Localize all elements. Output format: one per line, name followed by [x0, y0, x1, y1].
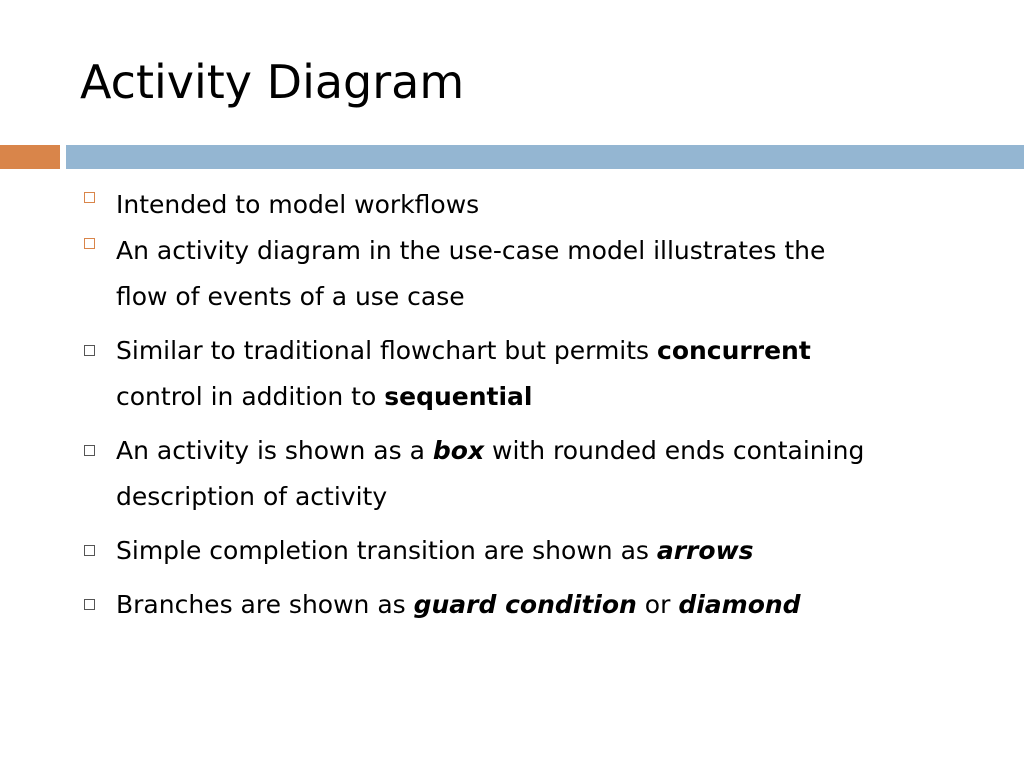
bullet-text-line2: description of activity	[116, 482, 388, 511]
bullet-text: Similar to traditional flowchart but permits	[116, 336, 658, 365]
bullet-text-line1	[116, 428, 1000, 474]
emphasis-guard-condition: guard condition	[413, 590, 637, 619]
bullet-text-line2	[116, 374, 1000, 420]
bullet-item	[80, 528, 1000, 574]
bullet-item	[80, 228, 1000, 320]
bullet-list	[80, 182, 1000, 628]
emphasis-concurrent: concurrent	[657, 336, 811, 365]
square-outline-icon	[84, 238, 95, 249]
bullet-item	[80, 328, 1000, 420]
bullet-text-line1	[116, 582, 1000, 628]
emphasis-sequential: sequential	[384, 382, 533, 411]
emphasis-box: box	[432, 436, 485, 465]
slide-title: Activity Diagram	[80, 55, 465, 109]
bullet-item	[80, 428, 1000, 520]
bullet-text: Branches are shown as	[116, 590, 414, 619]
bullet-text-line2: flow of events of a use case	[116, 282, 465, 311]
square-outline-icon	[84, 192, 95, 203]
bullet-text-line1	[116, 528, 1000, 574]
bullet-text: or	[636, 590, 679, 619]
square-outline-icon	[84, 599, 95, 610]
bullet-text: Simple completion transition are shown as	[116, 536, 657, 565]
emphasis-diamond: diamond	[678, 590, 801, 619]
square-outline-icon	[84, 445, 95, 456]
bullet-item	[80, 182, 1000, 228]
emphasis-arrows: arrows	[656, 536, 754, 565]
bullet-text: control in addition to	[116, 382, 385, 411]
square-outline-icon	[84, 545, 95, 556]
bullet-text-line1	[116, 328, 1000, 374]
bullet-text-line1: An activity diagram in the use-case model illustrates the	[116, 236, 826, 265]
square-outline-icon	[84, 345, 95, 356]
bullet-text: with rounded ends containing	[484, 436, 865, 465]
accent-bar-blue	[66, 145, 1024, 169]
bullet-text: An activity is shown as a	[116, 436, 433, 465]
accent-bar-orange	[0, 145, 60, 169]
bullet-text: Intended to model workflows	[116, 190, 480, 219]
bullet-item	[80, 582, 1000, 628]
